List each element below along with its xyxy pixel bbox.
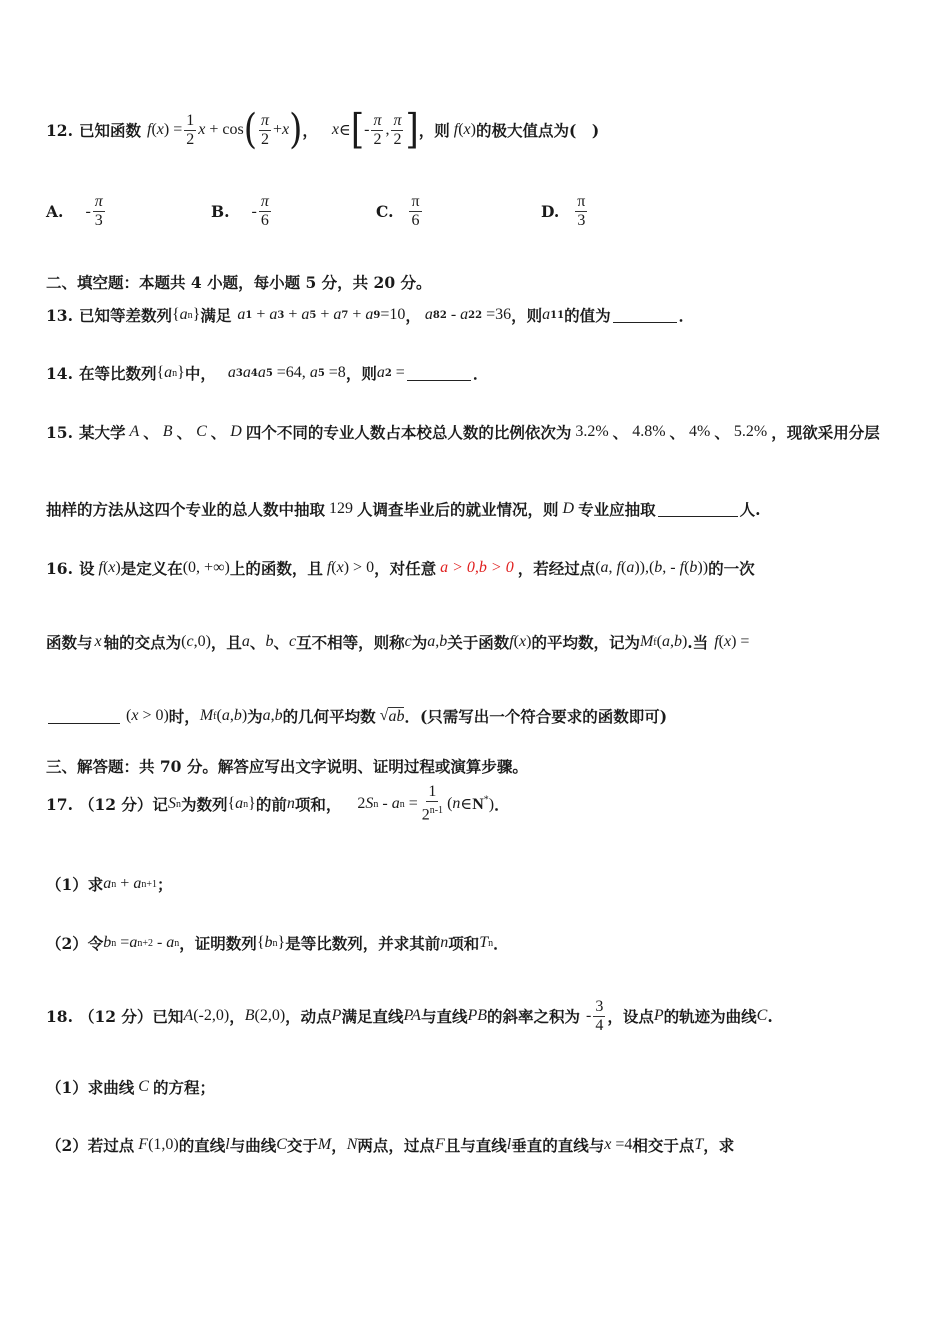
question-18: 18. （12 分）已知 A (-2,0) ， B (2,0) ，动点 P 满足直线 PA 与直线 PB 的斜率之积为 - $\frac{3}{4}$ ，设点 P 的轨迹为曲线 C . <box>46 997 773 1034</box>
question-17-part-2: （2）令 b n = a n+2 - a n ，证明数列 { b n } 是等比数列，并求其前 n 项和 T n ． <box>46 934 509 953</box>
question-16: 16. 设 f ( x ) 是定义在 (0, +∞) 上的函数，且 f ( x ) > 0 ，对任意 a > 0,b > 0 ，若经过点 ( a , f ( a )),( b , - f ( b )) 的一次 <box>46 558 755 578</box>
question-16-cont-1: 函数与 x 轴的交点为 ( c ,0) ，且 a 、 b 、 c 互不相等，则称 c 为 a , b 关于函数 f ( x ) 的平均数，记为 M f ( a , b ) .当 f ( x ) = <box>46 633 750 652</box>
question-12: 12. 已知函数 f ( x ) = $\frac{1}{2}$ x + cos ( $\frac{\pi}{2}$ + x ) ， x ∈ [ - $\frac{\pi}{2}$ , $\frac{\pi}{2}$ ] ，则 f ( x ) 的极大值点为( ) <box>46 106 600 154</box>
answer-blank-14[interactable] <box>407 366 471 381</box>
question-18-part-1: （1）求曲线 C 的方程； <box>46 1078 215 1097</box>
answer-blank-15[interactable] <box>658 502 738 517</box>
q12-number: 12. <box>46 120 73 140</box>
question-15: 15. 某大学 A 、 B 、 C 、 D 四个不同的专业人数占本校总人数的比例依次为 3.2% 、 4.8% 、 4% 、 5.2% ，现欲采用分层 <box>46 422 880 442</box>
question-14: 14. 在等比数列 { a n } 中， a 3 a 4 a 5 =64, a 5 =8 ，则 a 2 = ． <box>46 363 489 383</box>
option-b[interactable]: B. - $\frac{\pi}{6}$ <box>211 193 269 229</box>
section-3-heading: 三、解答题：共 70 分。解答应写出文字说明、证明过程或演算步骤。 <box>46 757 528 776</box>
option-d[interactable]: D. $\frac{\pi}{3}$ <box>541 193 586 229</box>
section-2-heading: 二、填空题：本题共 4 小题，每小题 5 分，共 20 分。 <box>46 273 432 292</box>
question-18-part-2: （2）若过点 F (1,0) 的直线 l 与曲线 C 交于 M ， N 两点，过点 F 且与直线 l 垂直的直线与 x =4 相交于点 T ，求 <box>46 1136 735 1155</box>
question-17: 17. （12 分）记 S n 为数列 { a n } 的前 n 项和， 2 S n - a n = $\frac{1}{2^{n-1}}$ ( n ∈N*) ． <box>46 783 510 824</box>
question-16-cont-2: ( x > 0) 时， M f ( a , b ) 为 a , b 的几何平均数 √ ab ．(只需写出一个符合要求的函数即可) <box>46 700 910 732</box>
question-17-part-1: （1）求 a n + a n+1 ； <box>46 875 173 894</box>
question-13: 13. 已知等差数列 { a n } 满足 a 1 + a 3 + a 5 + a 7 + a 9 =10 ， a 8 2 - a 2 2 =36 ，则 a 11 的值为 ． <box>46 305 695 325</box>
answer-blank-13[interactable] <box>613 308 677 323</box>
option-a[interactable]: A. - $\frac{\pi}{3}$ <box>46 193 103 229</box>
option-c[interactable]: C. $\frac{\pi}{6}$ <box>376 193 420 229</box>
question-15-cont: 抽样的方法从这四个专业的总人数中抽取 129 人调查毕业后的就业情况，则 D 专业应抽取 人. <box>46 500 761 519</box>
answer-blank-16[interactable] <box>48 709 120 724</box>
